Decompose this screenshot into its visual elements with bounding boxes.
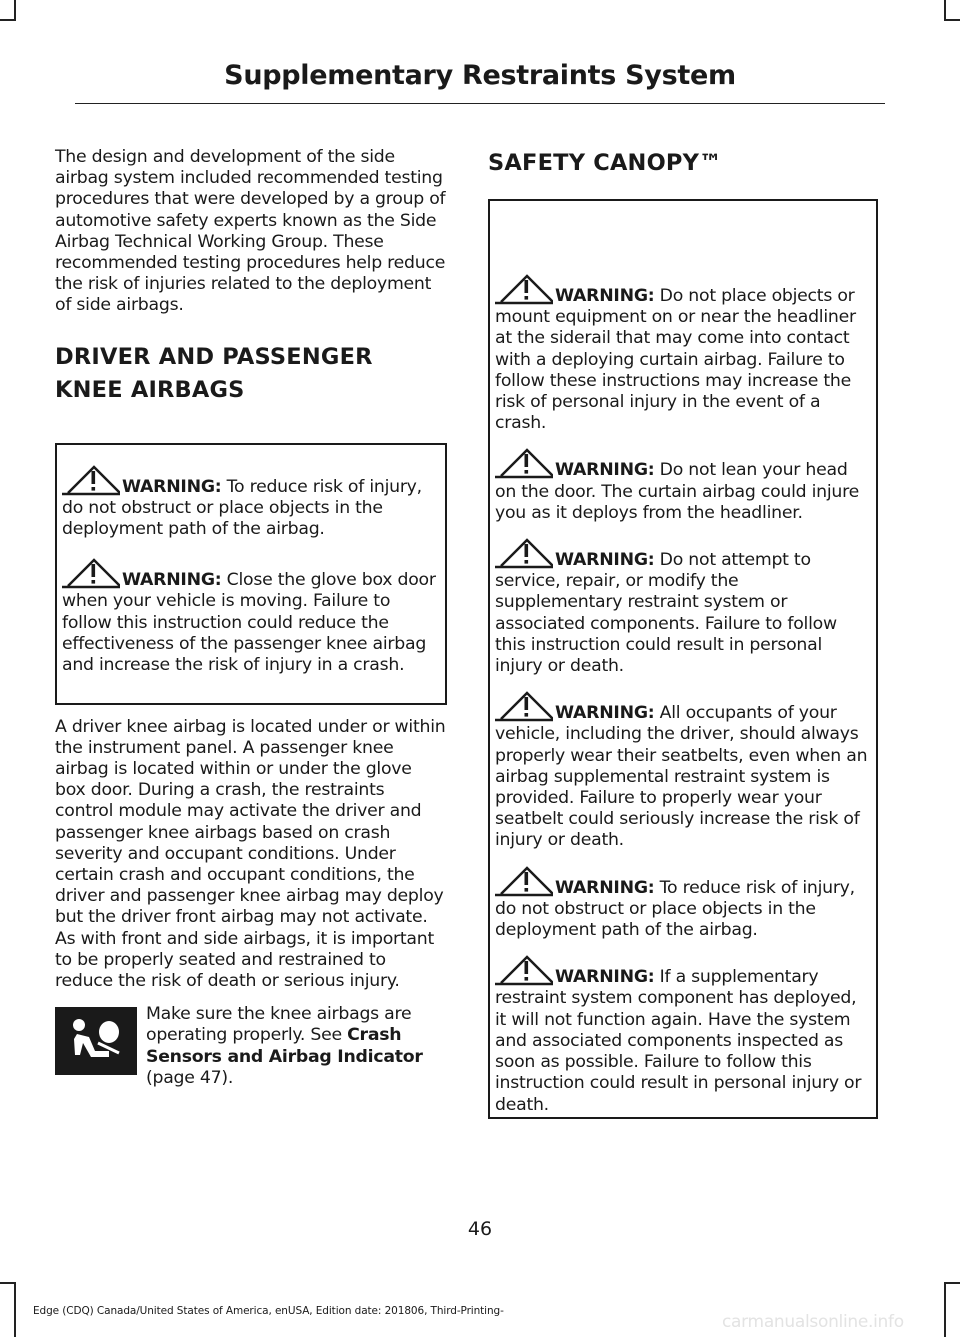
warning-text: If a supplementary restraint system component has deployed, it will not function again. Have the system and associated components inspected as soon as possible. Failure to follow this instruction could result in personal injury or death. [495,967,862,1115]
warning-label: WARNING: [555,967,655,988]
warning-label: WARNING: [122,476,222,497]
warning-item [62,477,439,541]
indicator-text: Make sure the knee airbags are operating properly. See [146,1004,412,1046]
crop-mark [0,1282,16,1284]
warning-triangle-icon [495,273,553,305]
warning-item [495,550,870,677]
warning-text: Close the glove box door when your vehicle is moving. Failure to follow this instruction could reduce the effectiveness of the passenger knee airbag and increase the risk of injury in a crash. [62,570,436,676]
warning-item [495,460,870,524]
section-heading-safety-canopy: SAFETY CANOPY™ [488,150,722,176]
left-column [55,147,447,1089]
heading-line-2: KNEE AIRBAGS [55,376,245,403]
knee-airbag-paragraph: A driver knee airbag is located under or within the instrument panel. A passenger knee airbag is located within or under the glove box door. During a crash, the restraints control module may activate the driver and passenger knee airbags based on crash severity and occupant conditions. Under certain crash and occupant conditions, the driver and passenger knee airbag may deploy but the driver front airbag may not activate. As with front and side airbags, it is important to be properly seated and restrained to reduce the risk of death or serious injury. [55,716,446,992]
warning-triangle-icon [495,865,553,897]
crop-mark [944,0,946,20]
edition-footer: Edge (CDQ) Canada/United States of America, enUSA, Edition date: 201806, Third-Printing- [33,1305,504,1317]
crop-mark [0,19,16,21]
warning-item [495,286,870,434]
heading-line-1: DRIVER AND PASSENGER [55,343,373,370]
warning-label: WARNING: [555,703,655,724]
watermark: carmanualsonline.info [722,1312,904,1332]
airbag-indicator-icon [55,1007,137,1075]
warning-label: WARNING: [555,550,655,571]
indicator-page-ref: (page 47). [146,1067,234,1088]
airbag-indicator-paragraph [55,1004,447,1089]
crop-mark [14,0,16,20]
crop-mark [944,1282,946,1337]
warning-triangle-icon [62,464,120,496]
page-number: 46 [467,1218,493,1240]
knee-airbag-warning-box [55,443,447,705]
warning-triangle-icon [495,690,553,722]
crash-sensors-link[interactable]: Crash Sensors and Airbag Indicator [146,1025,423,1067]
warning-item [495,878,870,942]
warning-text: Do not lean your head on the door. The curtain airbag could injure you as it deploys from the headliner. [495,460,859,523]
warning-label: WARNING: [555,460,655,481]
warning-label: WARNING: [555,286,655,306]
warning-text: All occupants of your vehicle, including the driver, should always properly wear their seatbelts, even when an airbag supplemental restraint system is provided. Failure to properly wear your seatbelt could seriously increase the risk of injury or death. [495,703,868,851]
header-rule [75,103,885,104]
warning-label: WARNING: [555,877,655,898]
page-title: Supplementary Restraints System [224,60,736,91]
crop-mark [944,19,960,21]
crop-mark [944,1282,960,1284]
safety-canopy-warning-box [488,199,878,1119]
intro-paragraph: The design and development of the side airbag system included recommended testing procedures that were developed by a group of automotive safety experts known as the Side Airbag Technical Working Group. These recommended testing procedures help reduce the risk of injuries related to the deployment of side airbags. [55,147,446,316]
warning-triangle-icon [495,447,553,479]
warning-text: Do not place objects or mount equipment on or near the headliner at the siderail that may come into contact with a deploying curtain airbag. Failure to follow these instructions may increase the risk of personal injury in the event of a crash. [495,286,856,434]
right-column [488,147,878,1119]
warning-triangle-icon [62,557,120,589]
warning-text: To reduce risk of injury, do not obstruct or place objects in the deployment path of the airbag. [62,476,422,540]
section-heading-knee-airbags [55,341,447,407]
warning-item [62,570,439,676]
warning-triangle-icon [495,537,553,569]
warning-label: WARNING: [122,570,222,591]
warning-item [495,967,870,1115]
warning-text: To reduce risk of injury, do not obstruct or place objects in the deployment path of the airbag. [495,877,855,941]
warning-text: Do not attempt to service, repair, or modify the supplementary restraint system or associated components. Failure to follow this instruction could result in personal injury or death. [495,550,837,677]
warning-item [495,703,870,851]
crop-mark [14,1282,16,1337]
warning-triangle-icon [495,954,553,986]
